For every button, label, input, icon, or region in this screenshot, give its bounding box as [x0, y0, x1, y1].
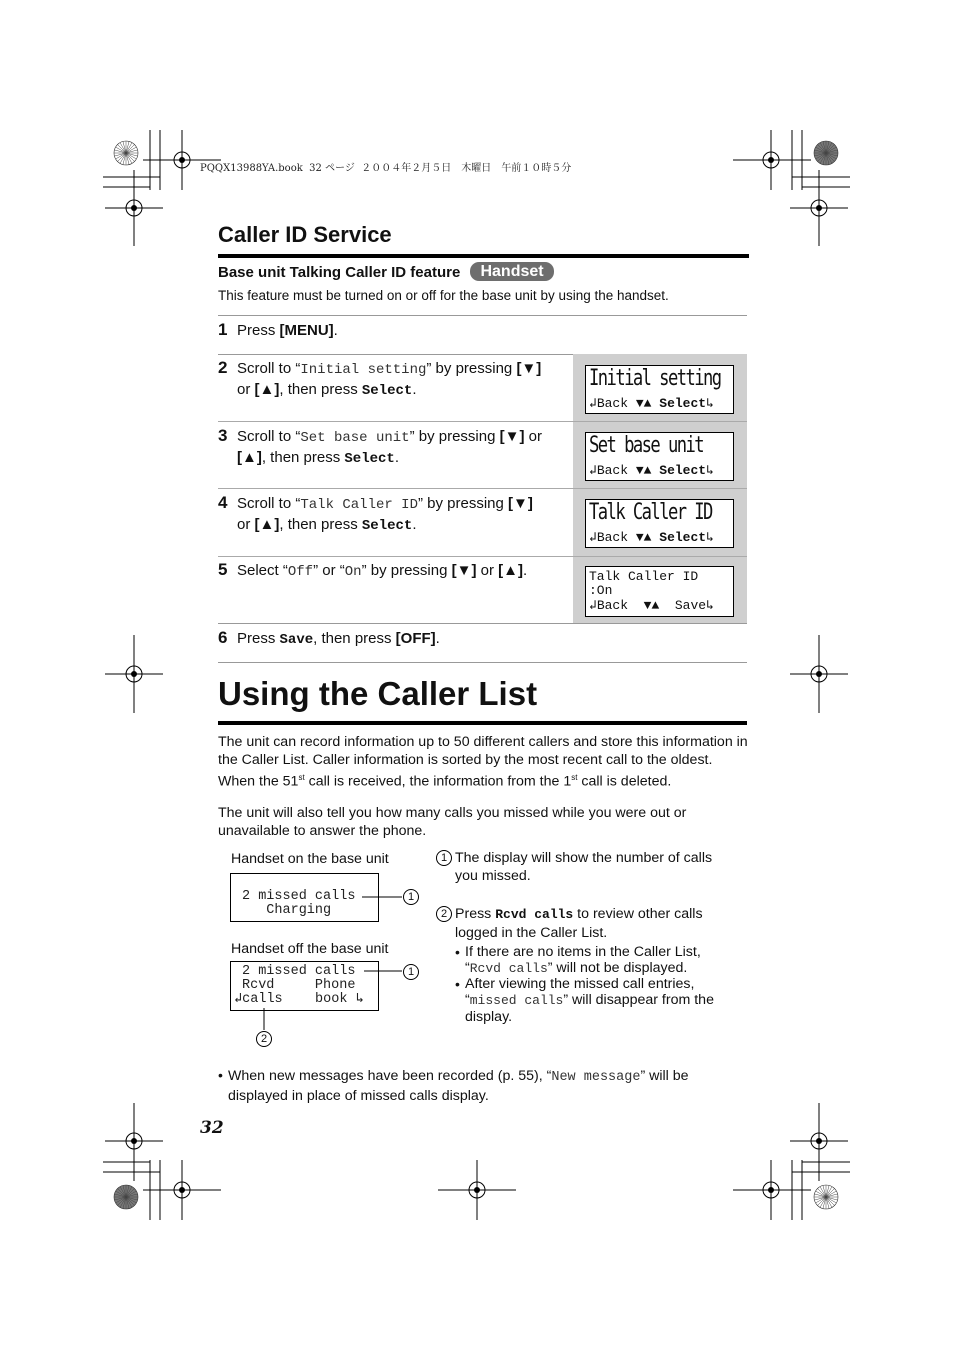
- step-number: 5: [218, 560, 228, 579]
- handset-badge: Handset: [470, 262, 553, 281]
- footer-note: When new messages have been recorded (p. 55), “New message” will be displayed in place of missed calls display.: [228, 1068, 689, 1104]
- callout-marker: 1: [436, 849, 452, 867]
- note-2: Press Rcvd calls to review other calls logged in the Caller List.: [455, 906, 703, 941]
- page-number: 32: [200, 1118, 224, 1138]
- callout-marker: 2: [256, 1030, 272, 1048]
- step-number: 6: [218, 628, 228, 647]
- label-on-base: Handset on the base unit: [231, 851, 389, 867]
- callout-marker: 1: [403, 963, 419, 981]
- callout-marker: 2: [436, 905, 452, 923]
- lcd-softkeys: ↲Back ▼▲ Save↳: [589, 598, 714, 613]
- section-title: Caller ID Service: [218, 222, 392, 247]
- lcd-main-text: Set base unit: [589, 433, 704, 458]
- print-header: PQQX13988YA.book 32 ページ ２００４年２月５日 木曜日 午前１０時５分: [200, 163, 572, 174]
- display-on-base: 2 missed calls Charging: [230, 873, 379, 922]
- note-1: The display will show the number of calls you missed.: [455, 850, 713, 884]
- lcd-main-text: Talk Caller ID: [589, 500, 712, 525]
- lcd-softkeys: ↲Back ▼▲ Select↳: [589, 530, 714, 545]
- bullet-2: After viewing the missed call entries, “missed calls” will disappear from the display.: [465, 976, 714, 1025]
- bullet-marker: •: [218, 1067, 223, 1083]
- lcd-line-2: :On: [589, 583, 613, 598]
- feature-intro: This feature must be turned on or off for the base unit by using the handset.: [218, 288, 669, 303]
- bullet-1: If there are no items in the Caller List, “Rcvd calls” will not be displayed.: [465, 944, 701, 976]
- label-off-base: Handset off the base unit: [231, 941, 389, 957]
- display-off-base: 2 missed calls Rcvd Phone ↲calls book ↳: [230, 961, 379, 1011]
- step-6-text: Press Save, then press [OFF].: [237, 630, 440, 648]
- bullet-marker: •: [455, 976, 460, 992]
- step-5-text: Select “Off” or “On” by pressing [▼] or [▲].: [237, 562, 528, 580]
- step-number: 2: [218, 358, 228, 377]
- step-1-text: Press [MENU].: [237, 322, 338, 339]
- step-3-text: Scroll to “Set base unit” by pressing [▼] or [▲], then press Select.: [237, 428, 542, 467]
- step-number: 3: [218, 426, 228, 445]
- page-title: Using the Caller List: [218, 675, 538, 712]
- lcd-softkeys: ↲Back ▼▲ Select↳: [589, 396, 714, 411]
- feature-title: Base unit Talking Caller ID feature: [218, 264, 461, 281]
- step-4-text: Scroll to “Talk Caller ID” by pressing [▼] or [▲], then press Select.: [237, 495, 533, 534]
- step-number: 1: [218, 320, 228, 339]
- step-2-text: Scroll to “Initial setting” by pressing [▼] or [▲], then press Select.: [237, 360, 542, 399]
- bullet-marker: •: [455, 944, 460, 960]
- intro-paragraph: The unit can record information up to 50 different callers and store this information in the Caller List. Caller information is sorted by the most recent call to the oldest. When the 51st call is received, the information from the 1st call is deleted.: [218, 734, 748, 790]
- lcd-softkeys: ↲Back ▼▲ Select↳: [589, 463, 714, 478]
- callout-marker: 1: [403, 888, 419, 906]
- step-number: 4: [218, 493, 228, 512]
- lcd-line-1: Talk Caller ID: [589, 569, 699, 584]
- missed-calls-paragraph: The unit will also tell you how many calls you missed while you were out or unavailable to answer the phone.: [218, 805, 687, 839]
- lcd-main-text: Initial setting: [589, 366, 721, 391]
